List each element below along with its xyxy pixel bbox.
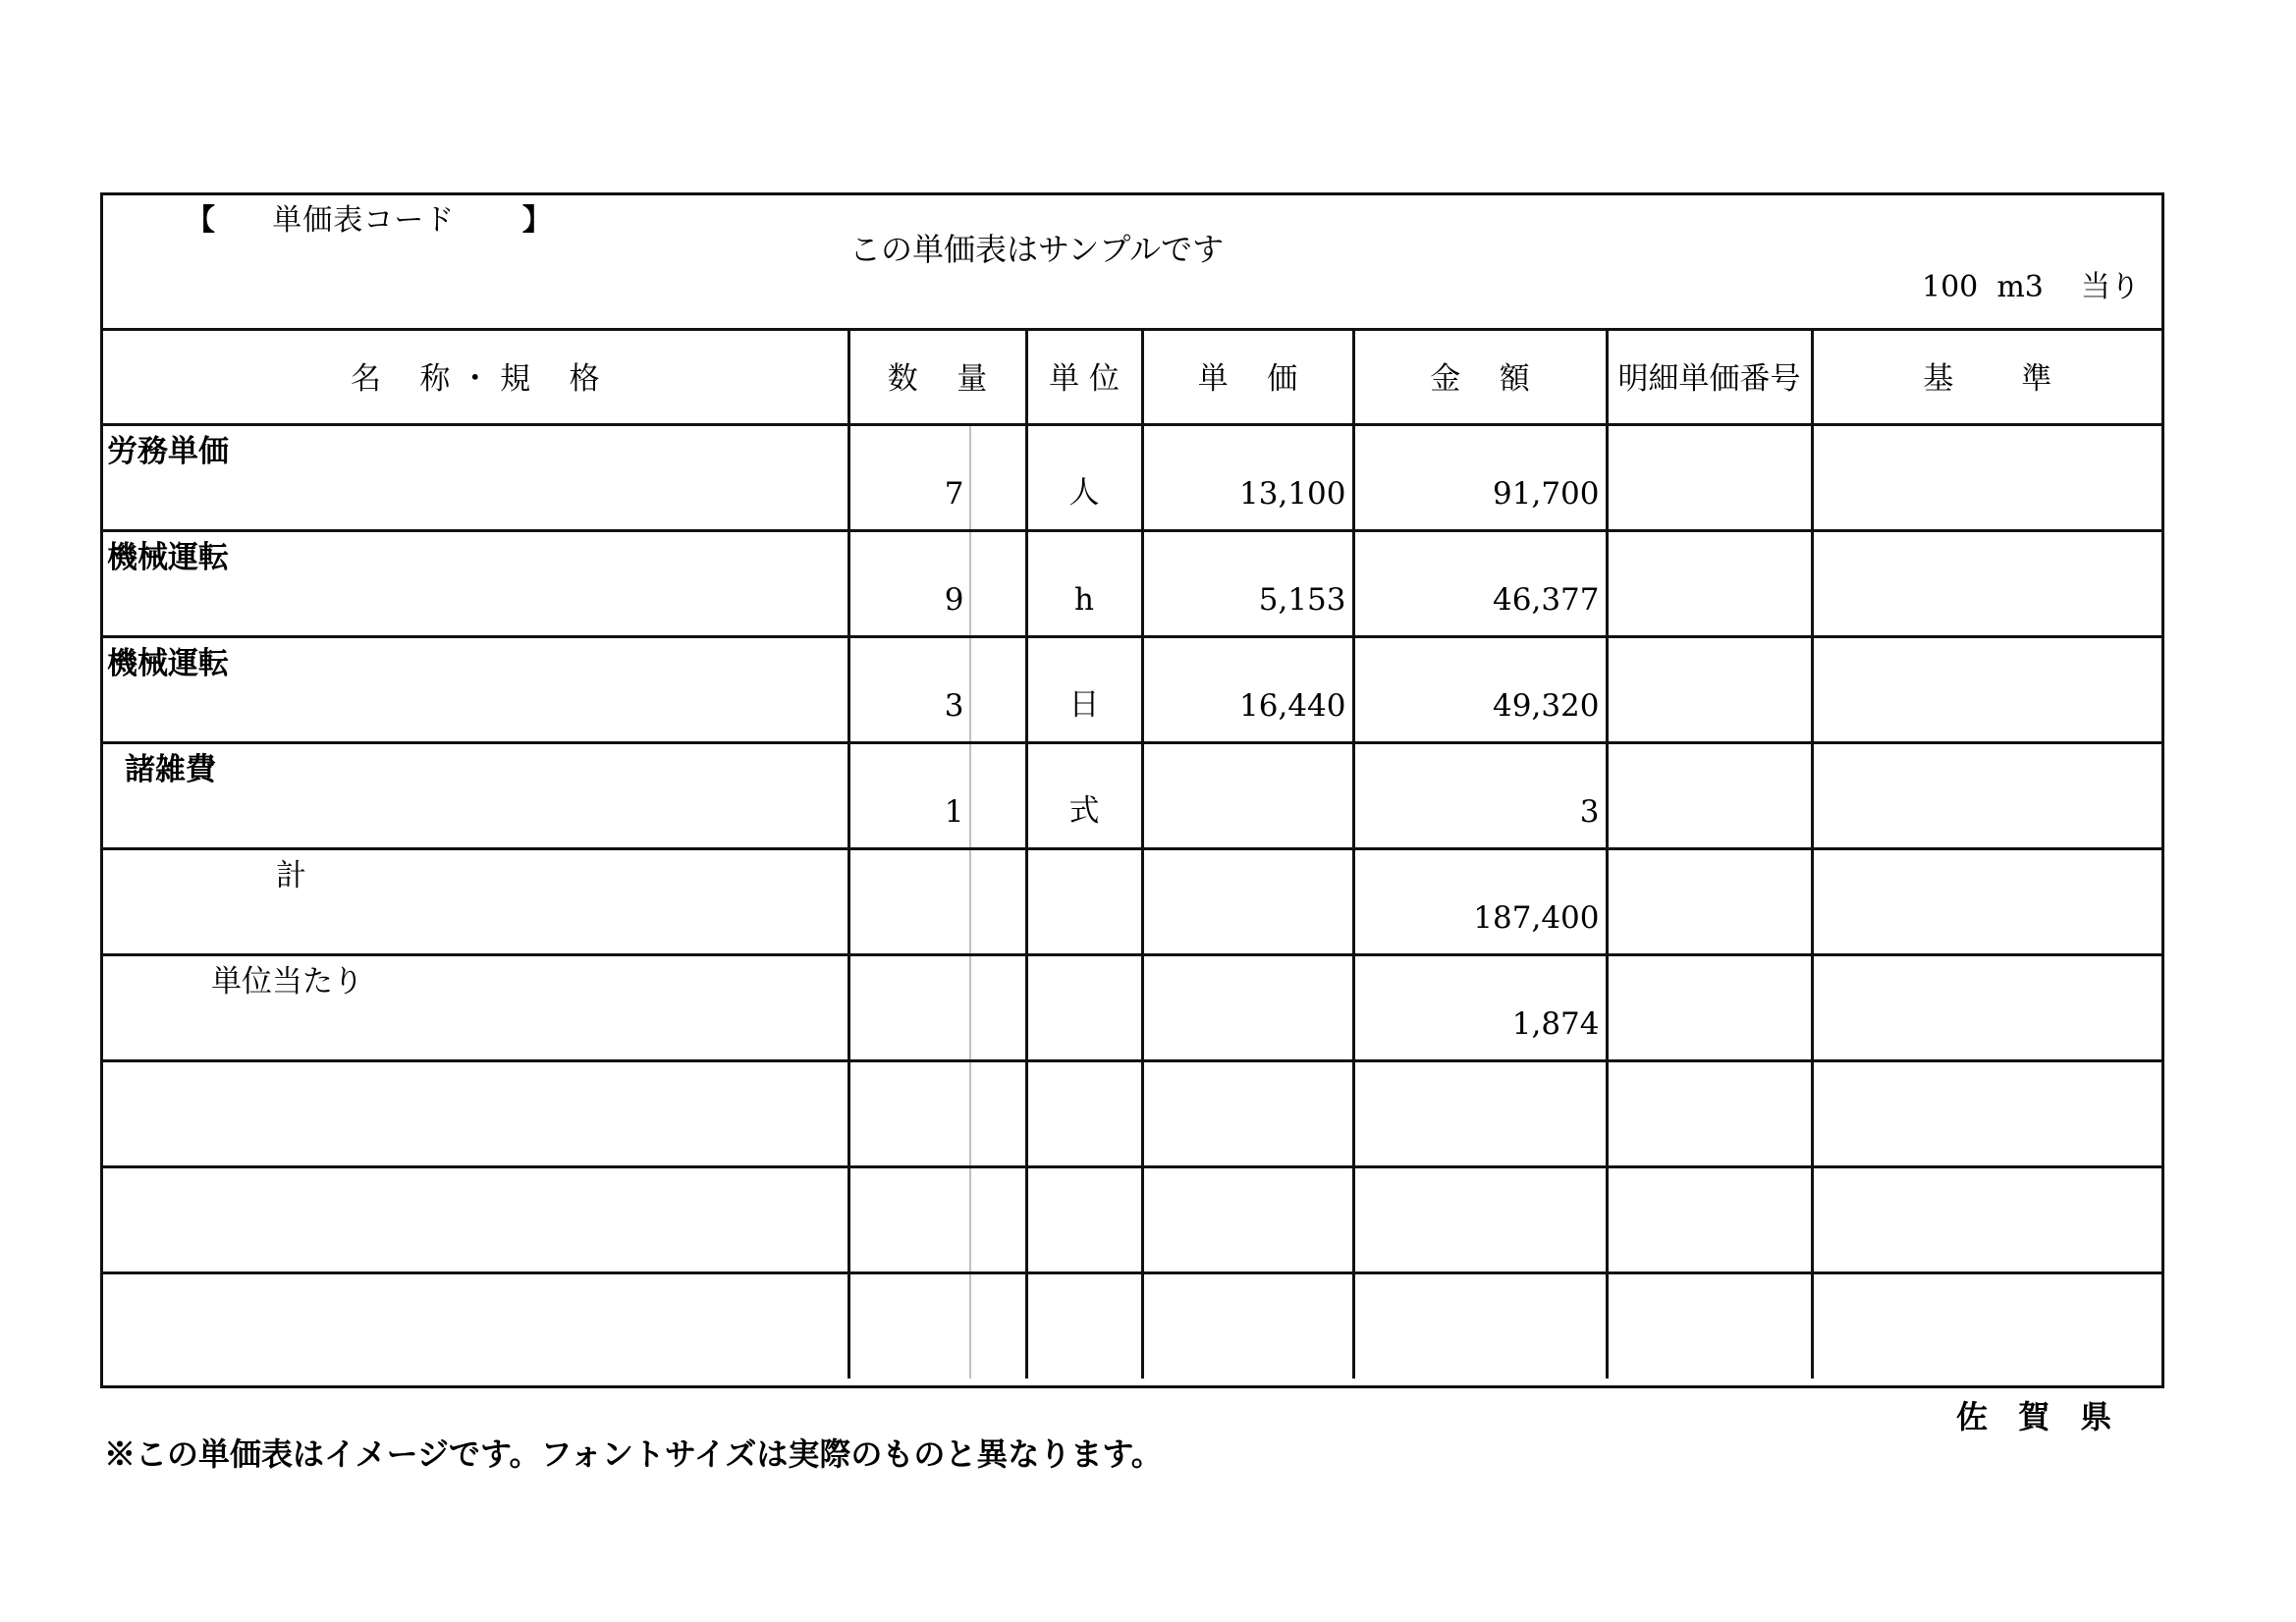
qty-divider [969,638,971,741]
code-label-text: 単価表コード [272,203,456,238]
item-unit [1026,848,1142,954]
empty-cell [1026,1166,1142,1272]
item-price [1142,848,1353,954]
empty-cell [103,1166,848,1272]
item-qty-cell [848,530,1026,636]
empty-cell [1142,1060,1353,1166]
item-name-cell [103,954,848,1060]
item-name-cell [103,742,848,848]
empty-cell [1026,1060,1142,1166]
item-amount: 46,377 [1353,530,1607,636]
empty-cell [1812,1166,2161,1272]
per-unit-row-label: 単位当たり [211,963,363,1000]
empty-qty-cell [848,1272,1026,1379]
empty-qty-cell [848,1166,1026,1272]
item-amount: 3 [1353,742,1607,848]
code-label-open-bracket: 【 [186,203,216,238]
empty-cell [1607,1272,1812,1379]
prefecture-label: 佐 賀 県 [1956,1398,2122,1435]
qty-divider [969,1274,971,1379]
item-detail-no [1607,530,1812,636]
item-standard [1812,424,2161,530]
item-price: 5,153 [1142,530,1353,636]
column-header-amount: 金 額 [1353,328,1607,424]
qty-divider [969,744,971,847]
item-standard [1812,954,2161,1060]
item-unit: 人 [1026,424,1142,530]
empty-cell [1026,1272,1142,1379]
sheet-header [103,195,2161,331]
item-unit [1026,954,1142,1060]
empty-cell [1812,1060,2161,1166]
unit-price-table [103,328,2161,1379]
item-price [1142,954,1353,1060]
item-qty-cell [848,848,1026,954]
empty-qty-cell [848,1060,1026,1166]
per-unit-amount: 1,874 [1353,954,1607,1060]
empty-cell [1812,1272,2161,1379]
item-qty-cell [848,742,1026,848]
item-name-cell [103,848,848,954]
empty-cell [1142,1166,1353,1272]
unit-price-code-label [186,195,553,239]
qty-divider [969,1062,971,1165]
column-header-standard: 基 準 [1812,328,2161,424]
column-header-qty: 数 量 [848,328,1026,424]
table-row-total [103,848,2161,954]
item-name-cell [103,530,848,636]
column-header-row [103,328,2161,424]
item-price: 16,440 [1142,636,1353,742]
empty-cell [1607,1166,1812,1272]
table-row [103,742,2161,848]
item-unit: 日 [1026,636,1142,742]
total-label: 計 [276,857,306,893]
item-standard [1812,742,2161,848]
column-header-unit: 単 位 [1026,328,1142,424]
table-row-empty [103,1060,2161,1166]
item-detail-no [1607,954,1812,1060]
qty-divider [969,850,971,953]
item-name-cell [103,424,848,530]
unit-price-sheet [100,192,2164,1388]
empty-cell [1353,1166,1607,1272]
item-detail-no [1607,742,1812,848]
item-detail-no [1607,636,1812,742]
qty-divider [969,532,971,635]
item-qty: 9 [944,581,964,618]
empty-cell [103,1060,848,1166]
per-unit-label: 100 m3 当り [1921,270,2140,304]
table-row [103,530,2161,636]
item-detail-no [1607,424,1812,530]
item-standard [1812,636,2161,742]
column-header-detail-no: 明細単価番号 [1607,328,1812,424]
image-note: ※この単価表はイメージです。フォントサイズは実際のものと異なります。 [104,1435,1163,1473]
empty-cell [1353,1272,1607,1379]
qty-divider [969,956,971,1059]
column-header-price: 単 価 [1142,328,1353,424]
item-standard [1812,530,2161,636]
empty-cell [103,1272,848,1379]
item-detail-no [1607,848,1812,954]
table-row [103,424,2161,530]
item-name: 労務単価 [107,433,229,469]
item-price [1142,742,1353,848]
item-qty: 1 [944,793,964,830]
qty-divider [969,1168,971,1271]
qty-divider [969,426,971,529]
item-name: 機械運転 [107,645,229,681]
table-row-empty [103,1272,2161,1379]
code-label-close-bracket: 】 [521,203,553,238]
item-amount: 49,320 [1353,636,1607,742]
empty-cell [1142,1272,1353,1379]
item-qty-cell [848,954,1026,1060]
item-price: 13,100 [1142,424,1353,530]
empty-cell [1353,1060,1607,1166]
item-amount: 91,700 [1353,424,1607,530]
table-row [103,636,2161,742]
item-qty-cell [848,424,1026,530]
item-qty-cell [848,636,1026,742]
item-name-cell [103,636,848,742]
total-amount: 187,400 [1353,848,1607,954]
column-header-name: 名 称 ・ 規 格 [103,328,848,424]
empty-cell [1607,1060,1812,1166]
item-qty: 7 [944,475,964,512]
item-standard [1812,848,2161,954]
item-qty: 3 [944,687,964,724]
table-row-per-unit [103,954,2161,1060]
item-unit: 式 [1026,742,1142,848]
item-name: 諸雑費 [125,751,216,787]
item-name: 機械運転 [107,539,229,575]
table-row-empty [103,1166,2161,1272]
item-unit: h [1026,530,1142,636]
sample-title: この単価表はサンプルです [849,231,1225,268]
